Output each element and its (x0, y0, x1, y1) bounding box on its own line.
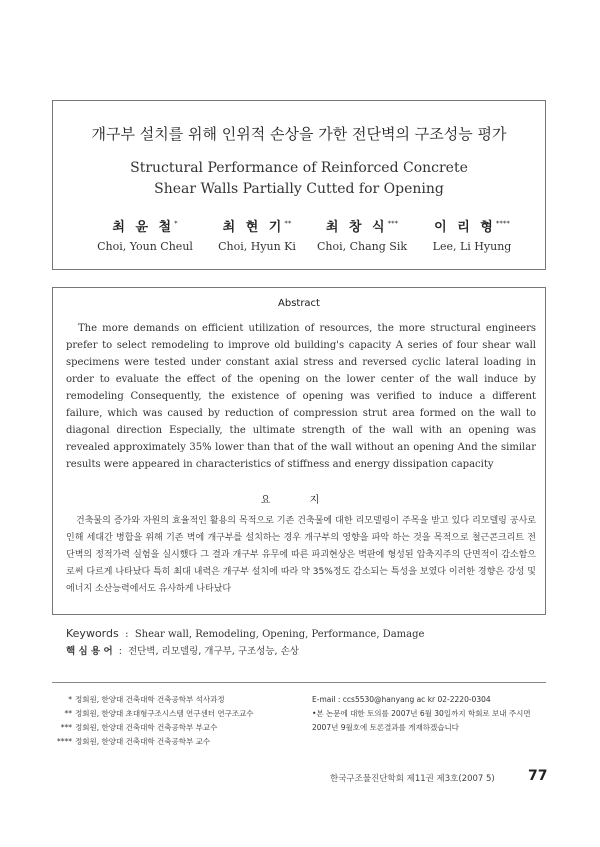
author-name-english: Choi, Chang Sik (316, 240, 408, 253)
affiliation-text: 정회원, 한양대 건축대학 건축공학부 부교수 (75, 723, 218, 732)
journal-citation: 한국구조물진단학회 제11권 제3호(2007 5) (330, 774, 495, 784)
discussion-note: •본 논문에 대한 토의를 2007년 6월 30일까지 학회로 보내 주시면 2007년 9월호에 토론결과를 게재하겠습니다 (312, 709, 531, 732)
author-name-english: Lee, Li Hyung (432, 240, 512, 253)
affiliation-text: 정회원, 한양대 건축대학 건축공학부 교수 (75, 737, 211, 746)
korean-summary-text: 건축물의 증가와 자원의 효율적인 활용의 목적으로 기존 건축물에 대한 리모델링이 주목을 받고 있다 리모델링 공사로 인해 세대간 병합을 위해 기존 벽에 개구부를 설치하는 경우 개구부의 영향을 파악 하는 것을 목적으로 철근콘크리트 전단벽의 정적가력 실험을 실시했다 그 결과 개구부 유무에 따른 파괴현상은 벽판에 형성된 압축지주의 단면적이 감소함으로써 다르게 나타났다 특히 최대 내력은 개구부 설치에 따라 약 35%정도 감소되는 특성을 보였다 이러한 경향은 강성 및 에너지 소산능력에서도 유사하게 나타났다 (66, 516, 536, 594)
title-english-line2: Shear Walls Partially Cutted for Opening (154, 181, 444, 197)
affiliation-item (54, 721, 304, 735)
affiliation-item (54, 693, 304, 707)
affiliation-text: 정회원, 한양대 건축대학 건축공학부 석사과정 (75, 695, 225, 704)
keywords-english (66, 627, 424, 640)
keywords-label: Keywords (66, 627, 119, 640)
affiliation-text: 정회원, 한양대 초대형구조시스템 연구센터 연구조교수 (75, 709, 254, 718)
author-name-korean: 최 현 기 (222, 220, 285, 235)
author-mark: * (174, 219, 178, 228)
author-name-korean: 최 윤 철 (112, 220, 175, 235)
contact-info (312, 693, 542, 735)
affiliation-item (54, 735, 304, 749)
contact-email: E-mail : ccs5530@hanyang ac kr 02-2220-0304 (312, 695, 491, 704)
page-number: 77 (528, 768, 548, 784)
affiliation-mark: ** (64, 709, 72, 718)
author-name-english: Choi, Youn Cheul (97, 240, 193, 253)
affiliation-mark: **** (57, 737, 72, 746)
keywords-separator: : (121, 629, 132, 640)
keywords-korean (66, 643, 299, 657)
author-mark: *** (387, 219, 399, 228)
korean-summary (66, 513, 536, 598)
author-affiliations (54, 693, 304, 749)
author-name-korean: 이 리 형 (434, 220, 496, 235)
affiliation-mark: * (68, 695, 72, 704)
title-korean: 개구부 설치를 위해 인위적 손상을 가한 전단벽의 구조성능 평가 (91, 125, 507, 143)
yoji-heading: 요 지 (260, 495, 338, 506)
author-4 (402, 216, 542, 253)
keywords-separator: : (115, 646, 125, 657)
title-english-line1: Structural Performance of Reinforced Concrete (130, 160, 468, 176)
keywords-values: Shear wall, Remodeling, Opening, Performance, Damage (134, 629, 425, 640)
abstract-body (66, 320, 536, 473)
author-name-english: Choi, Hyun Ki (218, 240, 296, 253)
abstract-heading: Abstract (278, 298, 320, 309)
author-mark: **** (495, 219, 510, 228)
author-name-korean: 최 창 식 (325, 220, 388, 235)
abstract-text: The more demands on efficient utilization of resources, the more structural engineers prefer to select remodeling to improve old building's capacity A series of four shear wall specimens were tested under constant axial stress and reversed cyclic lateral loading in order to evaluate the effect of the opening on the lower center of the wall induce by remodeling Consequently, the existence of opening was verified to induce a different failure, which was caused by reduction of compression strut area formed on the wall to diagonal direction Especially, the ultimate strength of the wall with an opening was revealed approximately 35% lower than that of the wall without an opening And the similar results were appeared in characteristics of stiffness and energy dissipation capacity (66, 323, 536, 470)
affiliation-mark: *** (60, 723, 72, 732)
keywords-korean-label: 핵 심 용 어 (66, 646, 113, 657)
affiliation-item (54, 707, 304, 721)
author-mark: ** (284, 219, 292, 228)
keywords-korean-values: 전단벽, 리모델링, 개구부, 구조성능, 손상 (127, 646, 299, 657)
footnote-divider (52, 682, 546, 683)
